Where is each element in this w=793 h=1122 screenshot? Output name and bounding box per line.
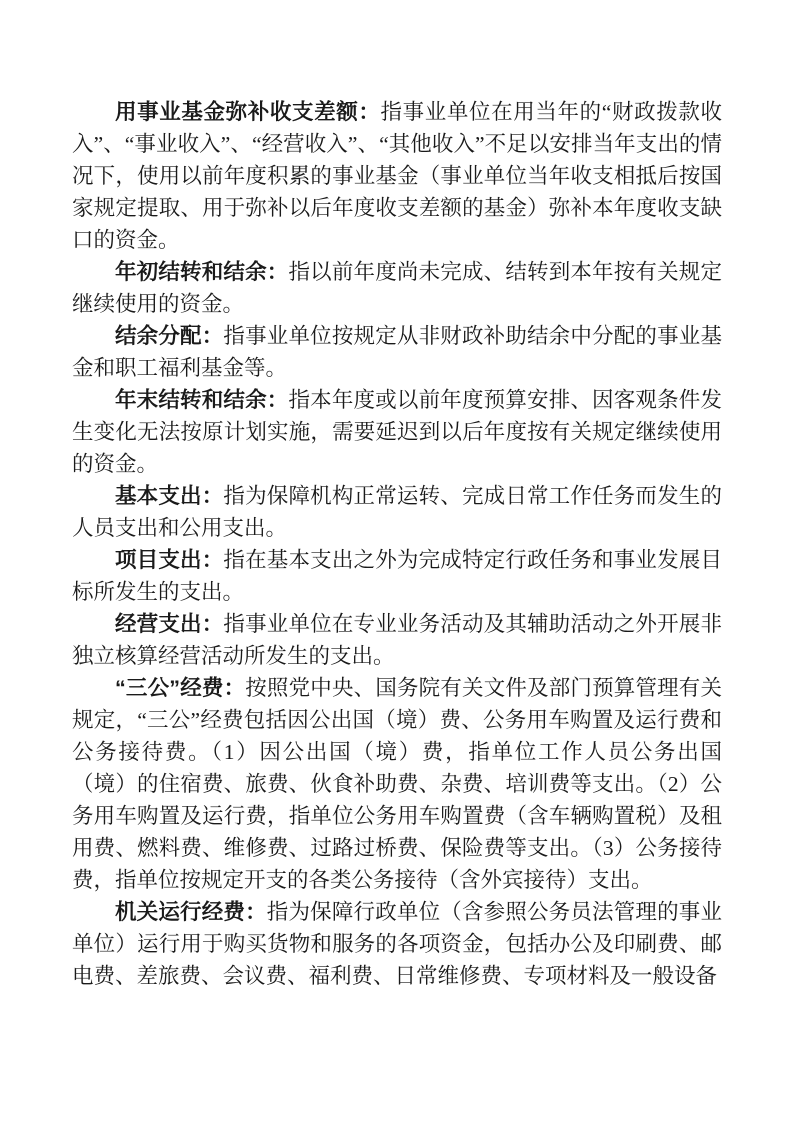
definition-paragraph (72, 672, 722, 896)
term-label: 年初结转和结余： (115, 260, 289, 284)
definition-text: 指事业单位在专业业务活动及其辅助活动之外开展非独立核算经营活动所发生的支出。 (72, 612, 722, 668)
term-label: “三公”经费： (115, 676, 246, 700)
term-label: 结余分配： (115, 324, 224, 348)
definition-paragraph (72, 320, 722, 384)
term-label: 基本支出： (115, 484, 224, 508)
definition-paragraph (72, 544, 722, 608)
definition-paragraph (72, 896, 722, 992)
term-label: 机关运行经费： (115, 900, 267, 924)
definition-text: 按照党中央、国务院有关文件及部门预算管理有关规定，“三公”经费包括因公出国（境）费、公务用车购置及运行费和公务接待费。（1）因公出国（境）费，指单位工作人员公务出国（境）的住宿费、旅费、伙食补助费、杂费、培训费等支出。（2）公务用车购置及运行费，指单位公务用车购置费（含车辆购置税）及租用费、燃料费、维修费、过路过桥费、保险费等支出。（3）公务接待费，指单位按规定开支的各类公务接待（含外宾接待）支出。 (72, 676, 722, 892)
definition-text: 指为保障行政单位（含参照公务员法管理的事业单位）运行用于购买货物和服务的各项资金，包括办公及印刷费、邮电费、差旅费、会议费、福利费、日常维修费、专项材料及一般设备 (72, 900, 722, 988)
definition-paragraph (72, 96, 722, 256)
definition-text: 指事业单位在用当年的“财政拨款收入”、“事业收入”、“经营收入”、“其他收入”不足以安排当年支出的情况下，使用以前年度积累的事业基金（事业单位当年收支相抵后按国家规定提取、用于弥补以后年度收支差额的基金）弥补本年度收支缺口的资金。 (72, 100, 722, 252)
definition-text: 指以前年度尚未完成、结转到本年按有关规定继续使用的资金。 (72, 260, 722, 316)
definition-paragraph (72, 608, 722, 672)
definition-text: 指本年度或以前年度预算安排、因客观条件发生变化无法按原计划实施，需要延迟到以后年度按有关规定继续使用的资金。 (72, 388, 722, 476)
term-label: 项目支出： (115, 548, 224, 572)
definition-text: 指在基本支出之外为完成特定行政任务和事业发展目标所发生的支出。 (72, 548, 722, 604)
definition-paragraph (72, 480, 722, 544)
term-label: 用事业基金弥补收支差额： (115, 100, 381, 124)
definition-paragraph (72, 384, 722, 480)
term-label: 年末结转和结余： (115, 388, 289, 412)
term-label: 经营支出： (115, 612, 224, 636)
definition-text: 指事业单位按规定从非财政补助结余中分配的事业基金和职工福利基金等。 (72, 324, 722, 380)
definition-paragraph (72, 256, 722, 320)
definition-text: 指为保障机构正常运转、完成日常工作任务而发生的人员支出和公用支出。 (72, 484, 722, 540)
